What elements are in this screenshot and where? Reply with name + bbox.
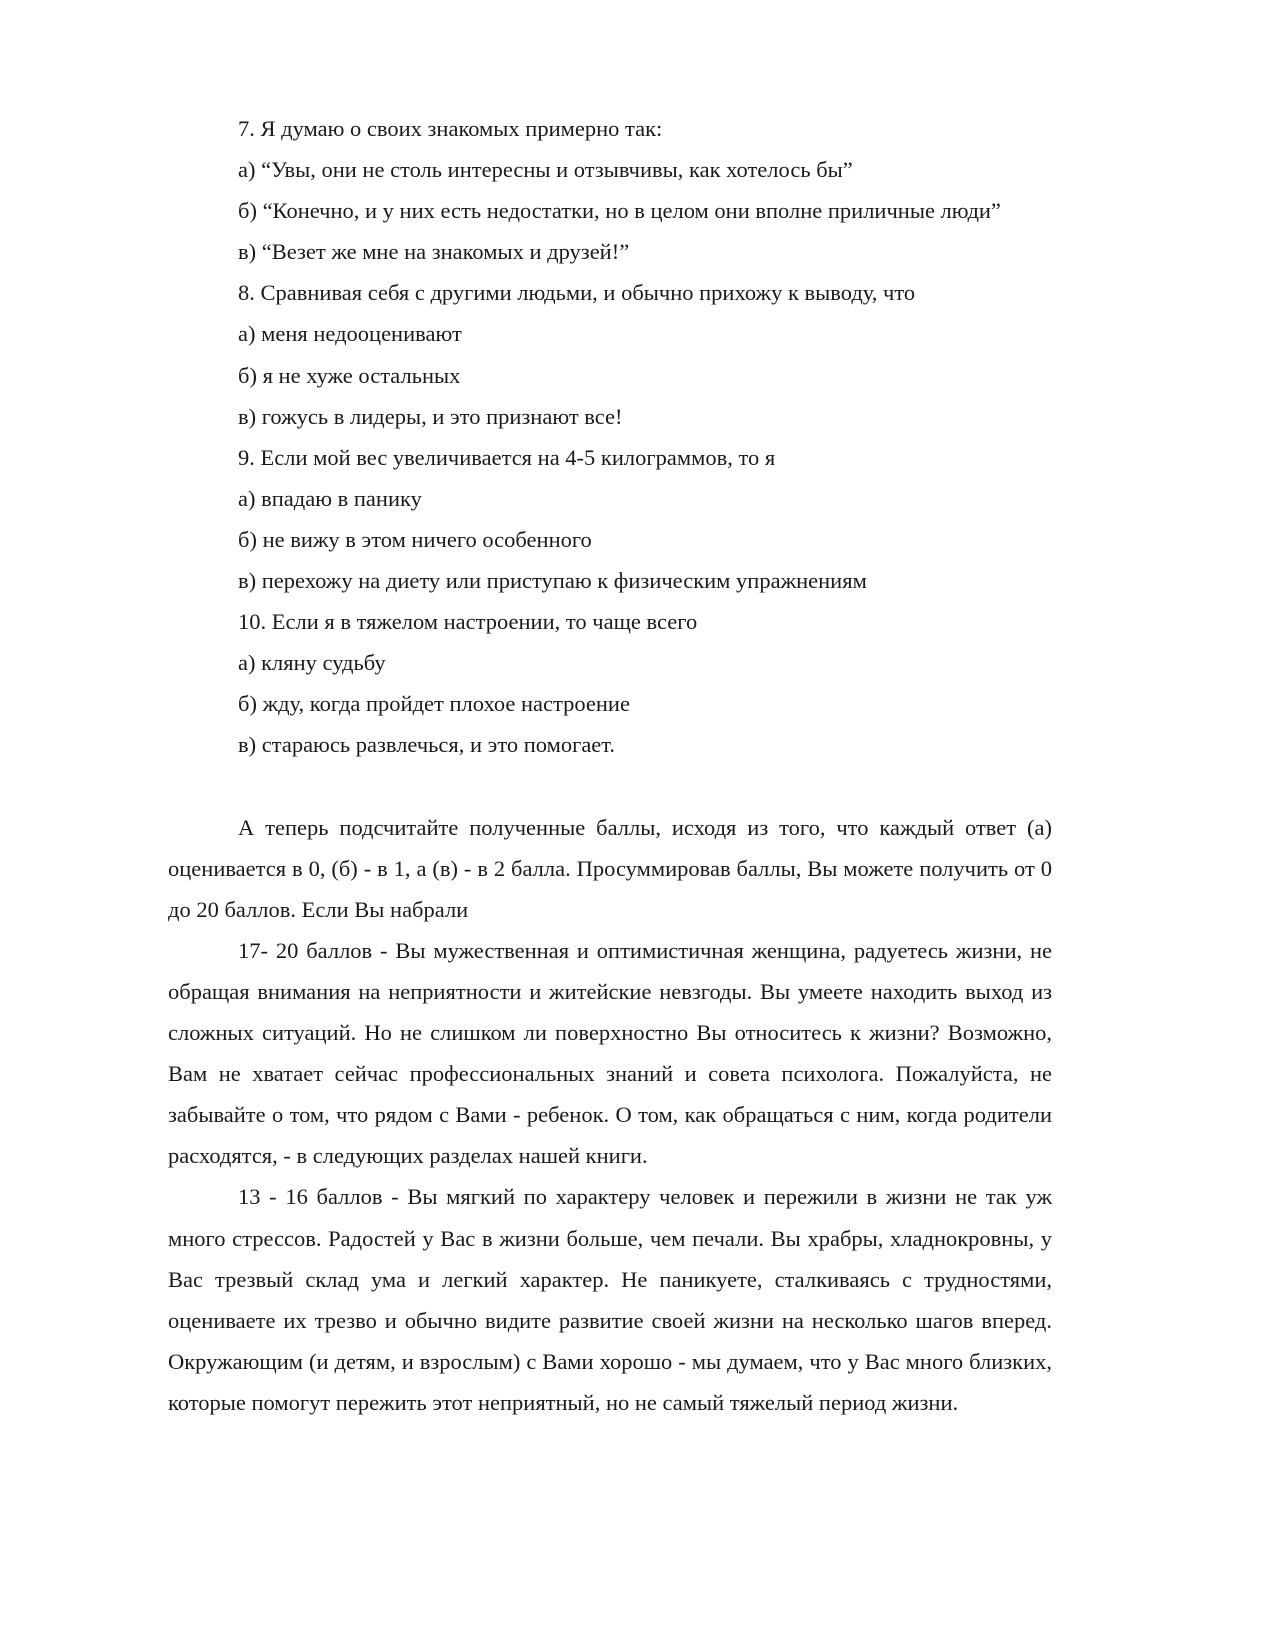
scoring-section: [168, 807, 1052, 1423]
question-8: [168, 272, 1052, 436]
question-text: 8. Сравнивая себя с другими людьми, и обычно прихожу к выводу, что: [238, 280, 916, 306]
answer-option-a: а) впадаю в панику: [238, 485, 422, 511]
scoring-intro-paragraph: А теперь подсчитайте полученные баллы, исходя из того, что каждый ответ (а) оценивается в 0, (б) - в 1, а (в) - в 2 балла. Просуммировав баллы, Вы можете получить от 0 до 20 баллов. Если Вы набрали: [168, 814, 1052, 922]
answer-option-c: в) стараюсь развлечься, и это помогает.: [238, 732, 616, 758]
answer-option-a: а) “Увы, они не столь интересны и отзывчивы, как хотелось бы”: [238, 157, 853, 183]
question-9: [168, 437, 1052, 601]
document-page: [168, 108, 1052, 1423]
question-text: 7. Я думаю о своих знакомых примерно так:: [238, 116, 663, 141]
answer-option-c: в) гожусь в лидеры, и это признают все!: [238, 403, 623, 429]
answer-option-b: б) “Конечно, и у них есть недостатки, но в целом они вполне приличные люди”: [238, 198, 1001, 224]
question-text: 10. Если я в тяжелом настроении, то чаще всего: [238, 609, 698, 635]
answer-option-a: а) кляну судьбу: [238, 650, 386, 676]
result-17-20-paragraph: 17- 20 баллов - Вы мужественная и оптимистичная женщина, радуетесь жизни, не обращая внимания на неприятности и житейские невзгоды. Вы умеете находить выход из сложных ситуаций. Но не слишком ли поверхностно Вы относитесь к жизни? Возможно, Вам не хватает сейчас профессиональных знаний и совета психолога. Пожалуйста, не забывайте о том, что рядом с Вами - ребенок. О том, как обращаться с ним, когда родители расходятся, - в следующих разделах нашей книги.: [168, 937, 1052, 1169]
answer-option-c: в) “Везет же мне на знакомых и друзей!”: [238, 239, 630, 265]
result-13-16-paragraph: 13 - 16 баллов - Вы мягкий по характеру человек и пережили в жизни не так уж много стрессов. Радостей у Вас в жизни больше, чем печали. Вы храбры, хладнокровны, у Вас трезвый склад ума и легкий характер. Не паникуете, сталкиваясь с трудностями, оцениваете их трезво и обычно видите развитие своей жизни на несколько шагов вперед. Окружающим (и детям, и взрослым) с Вами хорошо - мы думаем, что у Вас много близких, которые помогут пережить этот неприятный, но не самый тяжелый период жизни.: [168, 1184, 1052, 1415]
answer-option-b: б) не вижу в этом ничего особенного: [238, 526, 592, 552]
answer-option-c: в) перехожу на диету или приступаю к физическим упражнениям: [238, 568, 867, 594]
blank-line: [168, 766, 1052, 807]
answer-option-b: б) я не хуже остальных: [238, 362, 461, 388]
answer-option-b: б) жду, когда пройдет плохое настроение: [238, 691, 630, 717]
answer-option-a: а) меня недооценивают: [238, 321, 462, 347]
question-7: [168, 108, 1052, 272]
question-10: [168, 601, 1052, 765]
question-text: 9. Если мой вес увеличивается на 4-5 килограммов, то я: [238, 444, 776, 470]
